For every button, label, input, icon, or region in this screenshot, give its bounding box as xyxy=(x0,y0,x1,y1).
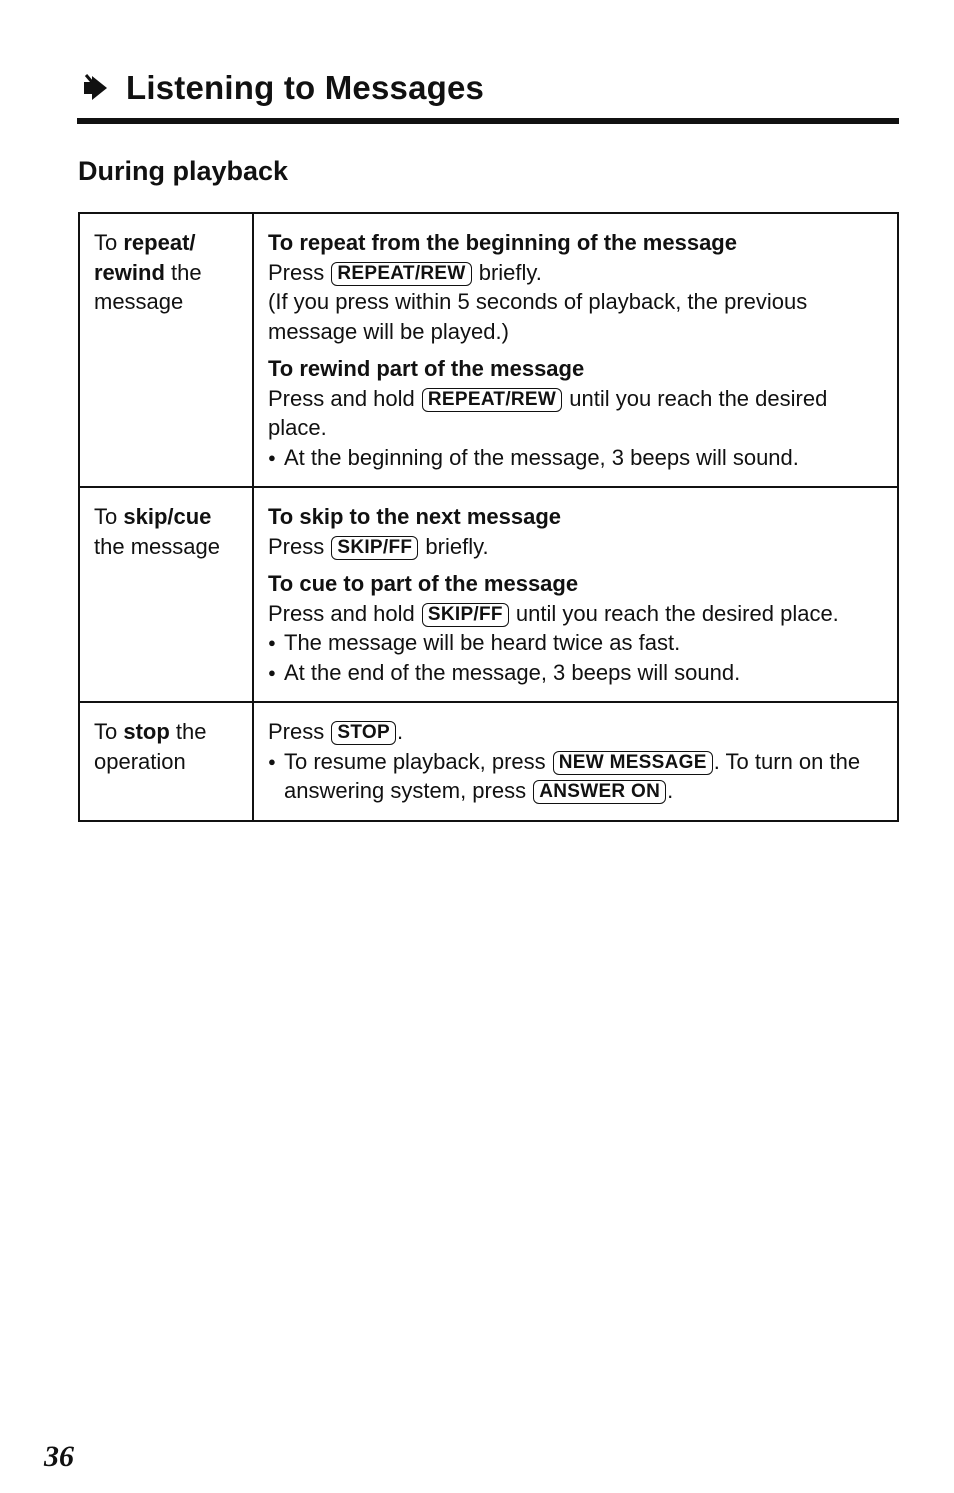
instruction-heading: To rewind part of the message xyxy=(268,356,585,381)
operation-instructions xyxy=(253,702,898,821)
instruction-block xyxy=(268,228,883,346)
bullet-item: ● At the beginning of the message, 3 beeps will sound. xyxy=(268,443,883,473)
skip-ff-key: SKIP/FF xyxy=(422,603,509,627)
arrow-right-icon xyxy=(80,73,110,103)
bullet-item: ● The message will be heard twice as fast. xyxy=(268,628,883,658)
instruction-line: Press SKIP/FF briefly. xyxy=(268,533,489,559)
instruction-line: Press and hold SKIP/FF until you reach the desired place. xyxy=(268,600,839,626)
instruction-note: (If you press within 5 seconds of playback, the previous message will be played.) xyxy=(268,289,808,344)
stop-key: STOP xyxy=(331,721,396,745)
instruction-heading: To cue to part of the message xyxy=(268,571,579,596)
instruction-line: Press STOP . xyxy=(268,719,404,744)
operation-instructions xyxy=(253,213,898,487)
instruction-block xyxy=(268,502,883,561)
operation-keyword: stop xyxy=(123,719,170,744)
instruction-line: Press and hold REPEAT/REW until you reach the desired place. xyxy=(268,385,828,440)
instruction-heading: To skip to the next message xyxy=(268,504,562,529)
section-heading: During playback xyxy=(78,156,289,186)
skip-ff-key: SKIP/FF xyxy=(331,536,418,560)
instruction-heading: To repeat from the beginning of the message xyxy=(268,230,737,255)
new-message-key: NEW MESSAGE xyxy=(553,751,713,775)
page-title: Listening to Messages xyxy=(126,69,485,106)
instruction-line: Press REPEAT/REW briefly. xyxy=(268,259,542,285)
answer-on-key: ANSWER ON xyxy=(533,780,666,804)
bullet-item: ● At the end of the message, 3 beeps will sound. xyxy=(268,658,883,688)
table-row xyxy=(79,487,898,702)
repeat-rew-key: REPEAT/REW xyxy=(331,262,471,286)
page-number: 36 xyxy=(44,1440,74,1473)
repeat-rew-key: REPEAT/REW xyxy=(422,388,562,412)
operation-label: To skip/cue the message xyxy=(79,487,253,702)
instruction-block xyxy=(268,569,883,687)
bullet-item: ● To resume playback, press NEW MESSAGE . To turn on the answering system, press ANSWER ON . xyxy=(268,747,883,806)
table-row xyxy=(79,213,898,487)
playback-table xyxy=(78,212,899,822)
operation-keyword: repeat/ rewind xyxy=(94,230,196,285)
instruction-block xyxy=(268,354,883,472)
operation-keyword: skip/cue xyxy=(123,504,212,529)
title-divider xyxy=(77,118,899,124)
page-header xyxy=(80,62,484,114)
operation-instructions xyxy=(253,487,898,702)
operation-label: To stop the operation xyxy=(79,702,253,821)
operation-label: To repeat/ rewind the message xyxy=(79,213,253,487)
table-row xyxy=(79,702,898,821)
